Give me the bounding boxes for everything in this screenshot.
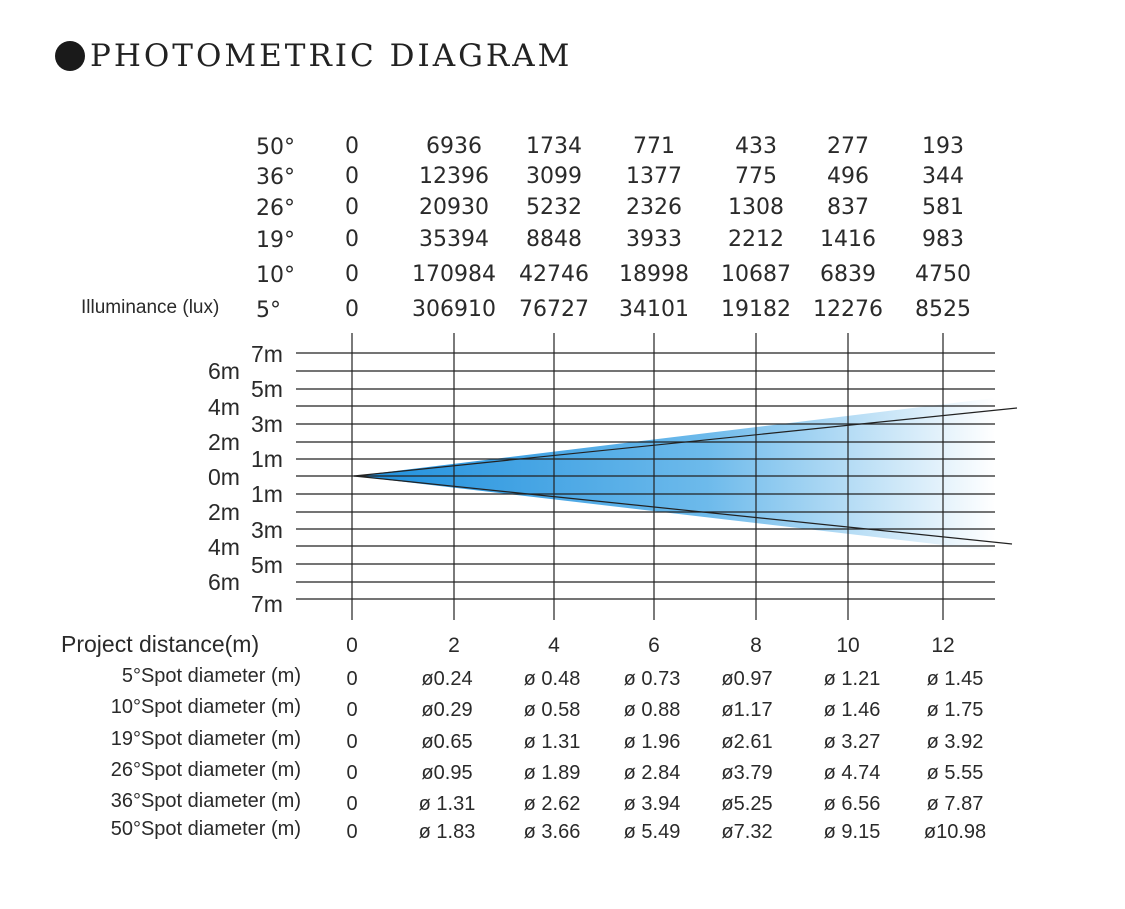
distance-value: 0 xyxy=(346,634,358,657)
spot-diameter-table xyxy=(61,631,986,843)
illuminance-table xyxy=(81,134,971,323)
distance-value: 2 xyxy=(448,634,460,657)
beam-angle-label: 36° xyxy=(256,165,295,190)
distance-value: 10 xyxy=(836,634,860,657)
spot-diameter-value: ø 0.58 xyxy=(523,699,581,721)
inner-axis-label: 3m xyxy=(251,411,283,437)
spot-diameter-value: ø1.17 xyxy=(721,699,773,721)
spot-diameter-value: ø 1.89 xyxy=(523,762,581,784)
illuminance-value: 581 xyxy=(922,195,964,220)
illuminance-value: 193 xyxy=(922,134,964,159)
illuminance-value: 277 xyxy=(827,134,869,159)
inner-axis-label: 1m xyxy=(251,446,283,472)
beam-angle-label: 26° xyxy=(256,196,295,221)
outer-axis-label: 4m xyxy=(208,534,240,560)
spot-diameter-value: ø2.61 xyxy=(721,731,773,753)
illuminance-label: Illuminance (lux) xyxy=(81,297,220,318)
illuminance-value: 19182 xyxy=(721,297,791,322)
illuminance-value: 8848 xyxy=(526,227,582,252)
beam-grid xyxy=(208,333,1017,620)
illuminance-value: 775 xyxy=(735,164,777,189)
outer-axis-label: 0m xyxy=(208,464,240,490)
illuminance-value: 3933 xyxy=(626,227,682,252)
spot-diameter-value: ø7.32 xyxy=(721,821,773,843)
illuminance-value: 771 xyxy=(633,134,675,159)
spot-diameter-value: ø 1.31 xyxy=(418,793,476,815)
spot-diameter-value: ø 4.74 xyxy=(823,762,881,784)
illuminance-value: 2212 xyxy=(728,227,784,252)
illuminance-value: 496 xyxy=(827,164,869,189)
illuminance-value: 1308 xyxy=(728,195,784,220)
inner-axis-label: 7m xyxy=(251,591,283,617)
illuminance-value: 306910 xyxy=(412,297,496,322)
spot-diameter-value: ø 3.94 xyxy=(623,793,681,815)
inner-axis-label: 5m xyxy=(251,376,283,402)
illuminance-value: 42746 xyxy=(519,262,589,287)
spot-diameter-value: 0 xyxy=(346,699,358,721)
illuminance-value: 76727 xyxy=(519,297,589,322)
outer-axis-label: 2m xyxy=(208,429,240,455)
illuminance-value: 5232 xyxy=(526,195,582,220)
beam-angle-label: 5° xyxy=(256,298,281,323)
outer-axis-label: 4m xyxy=(208,394,240,420)
spot-diameter-value: ø 3.27 xyxy=(823,731,881,753)
beam-angle-label: 19° xyxy=(256,228,295,253)
spot-diameter-value: ø10.98 xyxy=(923,821,987,843)
spot-diameter-value: ø 6.56 xyxy=(823,793,881,815)
light-beam xyxy=(354,398,995,551)
distance-value: 8 xyxy=(750,634,762,657)
outer-axis-label: 6m xyxy=(208,569,240,595)
spot-diameter-value: ø 1.83 xyxy=(418,821,476,843)
illuminance-value: 35394 xyxy=(419,227,489,252)
illuminance-value: 0 xyxy=(345,297,359,322)
illuminance-value: 20930 xyxy=(419,195,489,220)
illuminance-value: 6936 xyxy=(426,134,482,159)
spot-diameter-label: 19°Spot diameter (m) xyxy=(110,728,301,750)
spot-diameter-value: ø0.97 xyxy=(721,668,773,690)
illuminance-value: 0 xyxy=(345,227,359,252)
illuminance-value: 12396 xyxy=(419,164,489,189)
illuminance-value: 34101 xyxy=(619,297,689,322)
illuminance-value: 0 xyxy=(345,195,359,220)
outer-axis-label: 2m xyxy=(208,499,240,525)
spot-diameter-value: ø 3.66 xyxy=(523,821,581,843)
spot-diameter-value: 0 xyxy=(346,668,358,690)
spot-diameter-value: ø 2.62 xyxy=(523,793,581,815)
beam-angle-label: 50° xyxy=(256,135,295,160)
illuminance-value: 3099 xyxy=(526,164,582,189)
spot-diameter-value: ø 5.55 xyxy=(926,762,984,784)
spot-diameter-value: ø 1.75 xyxy=(926,699,984,721)
spot-diameter-label: 36°Spot diameter (m) xyxy=(110,790,301,812)
distance-value: 12 xyxy=(931,634,955,657)
illuminance-value: 170984 xyxy=(412,262,496,287)
spot-diameter-label: 26°Spot diameter (m) xyxy=(110,759,301,781)
illuminance-value: 6839 xyxy=(820,262,876,287)
spot-diameter-value: 0 xyxy=(346,793,358,815)
spot-diameter-value: ø 1.45 xyxy=(926,668,984,690)
spot-diameter-value: ø 3.92 xyxy=(926,731,984,753)
spot-diameter-value: ø 9.15 xyxy=(823,821,881,843)
spot-diameter-value: ø0.29 xyxy=(421,699,473,721)
spot-diameter-value: ø3.79 xyxy=(721,762,773,784)
illuminance-value: 344 xyxy=(922,164,964,189)
spot-diameter-value: ø 1.96 xyxy=(623,731,681,753)
inner-axis-label: 7m xyxy=(251,341,283,367)
spot-diameter-value: ø 2.84 xyxy=(623,762,681,784)
illuminance-value: 837 xyxy=(827,195,869,220)
illuminance-value: 2326 xyxy=(626,195,682,220)
spot-diameter-value: ø0.24 xyxy=(421,668,473,690)
illuminance-value: 983 xyxy=(922,227,964,252)
illuminance-value: 1416 xyxy=(820,227,876,252)
inner-axis-label: 1m xyxy=(251,481,283,507)
illuminance-value: 0 xyxy=(345,262,359,287)
illuminance-value: 1734 xyxy=(526,134,582,159)
spot-diameter-value: ø0.65 xyxy=(421,731,473,753)
inner-axis-label: 3m xyxy=(251,517,283,543)
spot-diameter-value: ø 0.88 xyxy=(623,699,681,721)
illuminance-value: 433 xyxy=(735,134,777,159)
illuminance-value: 0 xyxy=(345,164,359,189)
inner-axis-label: 5m xyxy=(251,552,283,578)
spot-diameter-value: ø5.25 xyxy=(721,793,773,815)
spot-diameter-value: ø0.95 xyxy=(421,762,473,784)
spot-diameter-label: 50°Spot diameter (m) xyxy=(110,818,301,840)
spot-diameter-value: 0 xyxy=(346,762,358,784)
spot-diameter-value: ø 0.73 xyxy=(623,668,681,690)
spot-diameter-label: 10°Spot diameter (m) xyxy=(110,696,301,718)
outer-axis-label: 6m xyxy=(208,358,240,384)
beam-angle-label: 10° xyxy=(256,263,295,288)
spot-diameter-value: ø 7.87 xyxy=(926,793,984,815)
title-text: PHOTOMETRIC DIAGRAM xyxy=(90,38,573,74)
spot-diameter-value: 0 xyxy=(346,731,358,753)
distance-value: 4 xyxy=(548,634,560,657)
distance-value: 6 xyxy=(648,634,660,657)
spot-diameter-value: ø 0.48 xyxy=(523,668,581,690)
illuminance-value: 18998 xyxy=(619,262,689,287)
illuminance-value: 4750 xyxy=(915,262,971,287)
illuminance-value: 10687 xyxy=(721,262,791,287)
spot-diameter-value: ø 1.46 xyxy=(823,699,881,721)
illuminance-value: 1377 xyxy=(626,164,682,189)
illuminance-value: 0 xyxy=(345,134,359,159)
spot-diameter-value: ø 1.21 xyxy=(823,668,881,690)
illuminance-value: 8525 xyxy=(915,297,971,322)
illuminance-value: 12276 xyxy=(813,297,883,322)
project-distance-label: Project distance(m) xyxy=(61,631,260,657)
spot-diameter-value: 0 xyxy=(346,821,358,843)
spot-diameter-label: 5°Spot diameter (m) xyxy=(121,665,301,687)
spot-diameter-value: ø 1.31 xyxy=(523,731,581,753)
spot-diameter-value: ø 5.49 xyxy=(623,821,681,843)
